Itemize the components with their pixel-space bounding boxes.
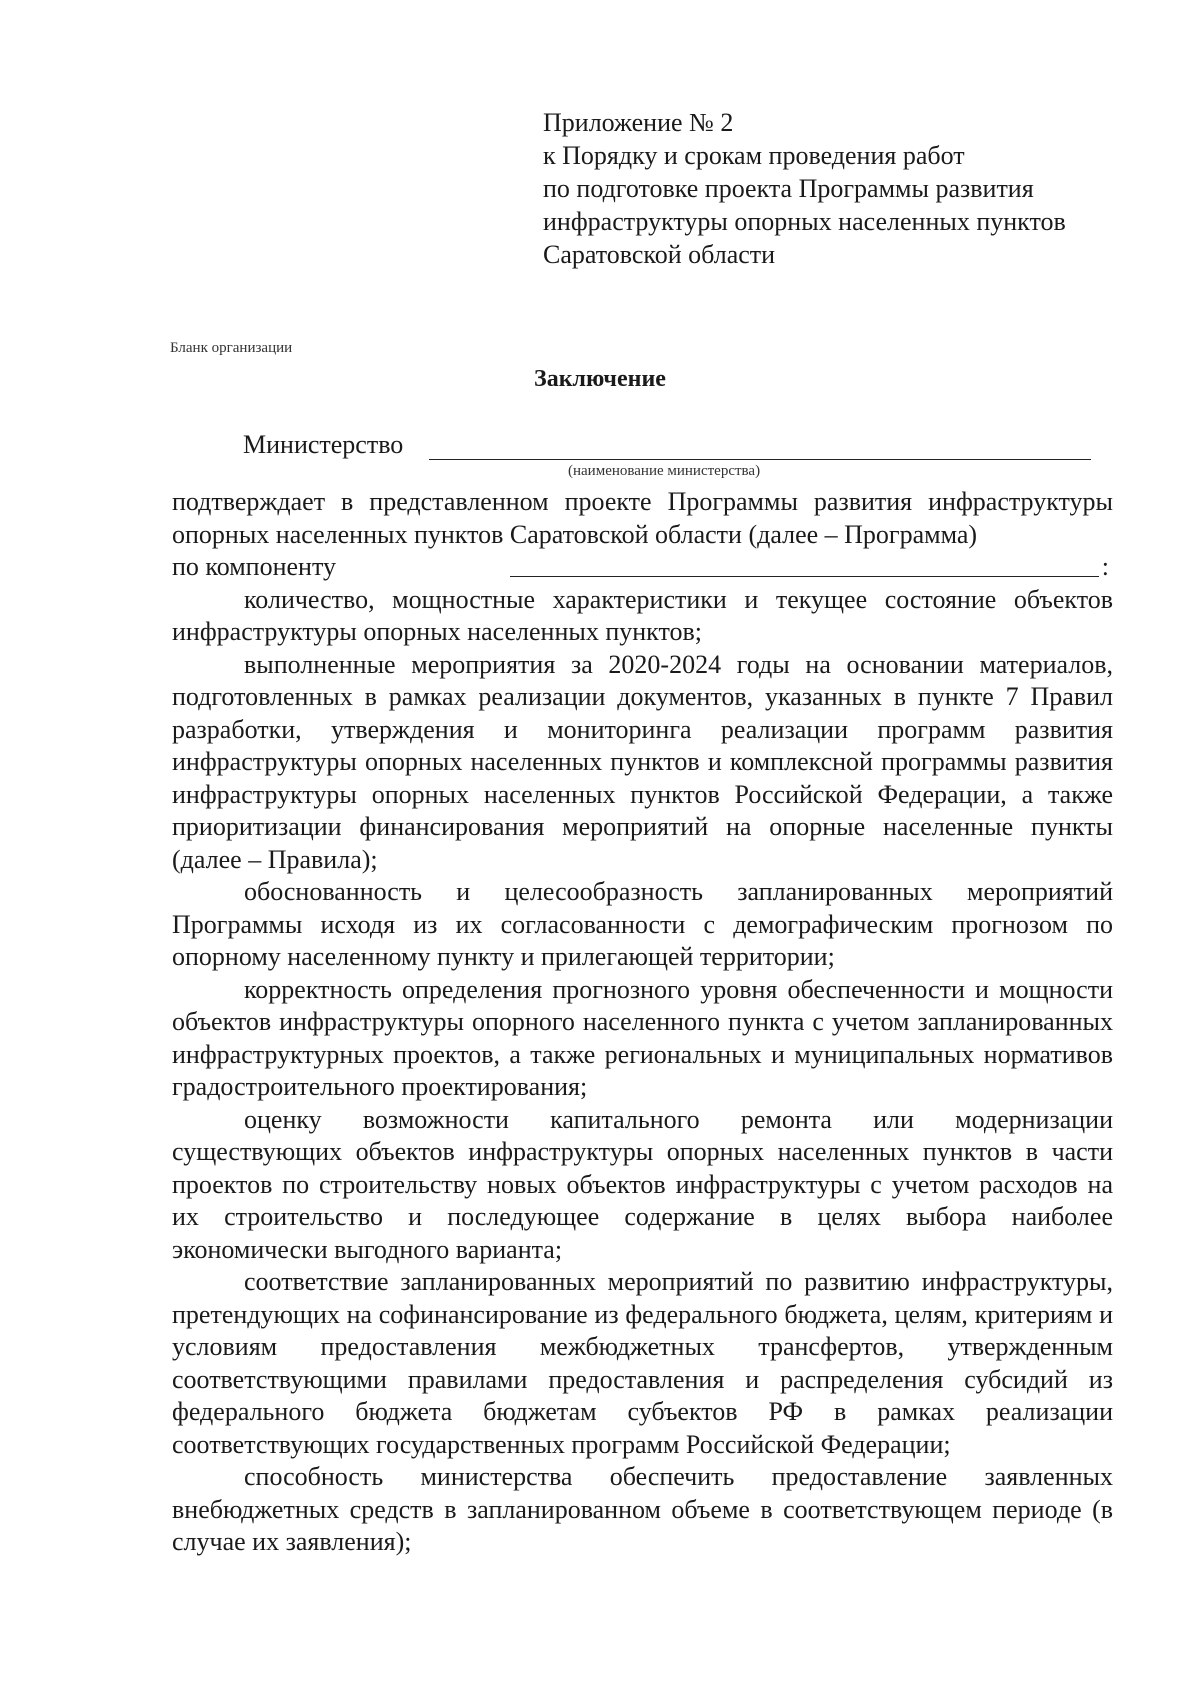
appendix-line: инфраструктуры опорных населенных пунктов [543,207,1066,236]
ministry-line [243,430,1098,464]
item-paragraph: выполненные мероприятия за 2020-2024 годы на основании материалов, подготовленных в рамках реализации документов, указанных в пункте 7 Правил разработки, утверждения и мониторинга реализации программ развития инфраструктуры опорных населенных пунктов и комплексной программы развития инфраструктуры опорных населенных пунктов Российской Федерации, а также приоритизации финансирования мероприятий на опорные населенные пункты (далее – Правила); [172,649,1113,874]
ministry-name-blank [429,459,1091,460]
conclusion-body [172,486,1113,1559]
item-paragraph: соответствие запланированных мероприятий по развитию инфраструктуры, претендующих на софинансирование из федерального бюджета, целям, критериям и условиям предоставления межбюджетных трансфертов, утвержденным соответствующими правилами предоставления и распределения субсидий из федерального бюджета бюджетам субъектов РФ в рамках реализации соответствующих государственных программ Российской Федерации; [172,1267,1113,1459]
component-blank [510,576,1099,577]
appendix-line: Приложение № 2 [543,108,734,137]
organization-letterhead-label: Бланк организации [170,340,293,356]
item-paragraph: способность министерства обеспечить предоставление заявленных внебюджетных средств в запланированном объеме в соответствующем периоде (в случае их заявления); [172,1462,1113,1556]
appendix-line: к Порядку и срокам проведения работ [543,141,965,170]
appendix-line: по подготовке проекта Программы развития [543,174,1034,203]
component-label: по компоненту [172,552,336,581]
intro-paragraph: подтверждает в представленном проекте Программы развития инфраструктуры опорных населенных пунктов Саратовской области (далее – Программа) [172,487,1113,549]
component-colon: : [1101,552,1109,581]
ministry-name-hint: (наименование министерства) [568,463,761,479]
appendix-header [543,106,1163,271]
ministry-label: Министерство [243,430,404,459]
component-line [172,551,1113,584]
item-paragraph: оценку возможности капитального ремонта или модернизации существующих объектов инфраструктуры опорных населенных пунктов в части проектов по строительству новых объектов инфраструктуры с учетом расходов на их строительство и последующее содержание в целях выбора наиболее экономически выгодного варианта; [172,1104,1113,1264]
item-paragraph: обоснованность и целесообразность запланированных мероприятий Программы исходя из их согласованности с демографическим прогнозом по опорному населенному пункту и прилегающей территории; [172,877,1113,971]
item-paragraph: количество, мощностные характеристики и текущее состояние объектов инфраструктуры опорных населенных пунктов; [172,584,1113,646]
document-title: Заключение [534,366,666,392]
item-paragraph: корректность определения прогнозного уровня обеспеченности и мощности объектов инфраструктуры опорного населенного пункта с учетом запланированных инфраструктурных проектов, а также региональных и муниципальных нормативов градостроительного проектирования; [172,974,1113,1101]
appendix-line: Саратовской области [543,240,776,269]
